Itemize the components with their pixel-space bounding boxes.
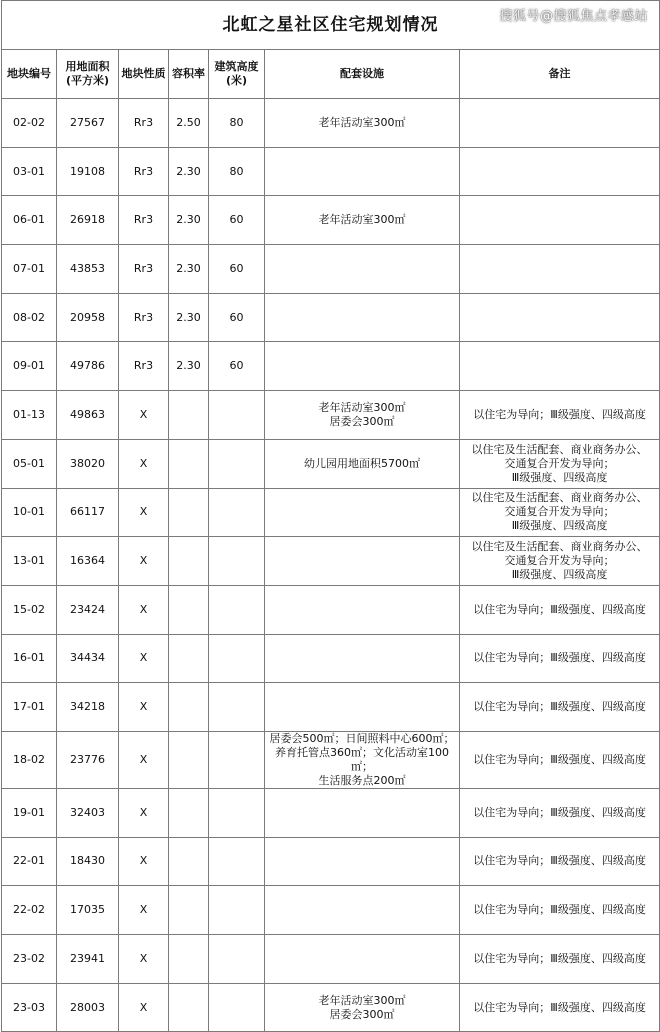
cell-building-height: 60 [209, 196, 265, 245]
cell-plot-type: X [119, 983, 169, 1032]
watermark: 搜狐号@搜狐焦点孝感站 [499, 9, 648, 24]
cell-facilities [265, 293, 460, 342]
table-row [2, 488, 660, 537]
cell-far [169, 585, 209, 634]
cell-building-height [209, 731, 265, 788]
cell-building-height [209, 391, 265, 440]
table-row [2, 439, 660, 488]
cell-land-area: 28003 [57, 983, 119, 1032]
cell-building-height [209, 837, 265, 886]
cell-building-height [209, 935, 265, 984]
table-row [2, 788, 660, 837]
cell-far: 2.30 [169, 245, 209, 294]
cell-notes [460, 99, 660, 148]
cell-far [169, 634, 209, 683]
table-row [2, 537, 660, 586]
cell-plot-id: 18-02 [2, 731, 57, 788]
cell-land-area: 26918 [57, 196, 119, 245]
cell-building-height: 60 [209, 342, 265, 391]
cell-facilities: 幼儿园用地面积5700㎡ [265, 439, 460, 488]
cell-facilities [265, 683, 460, 732]
cell-land-area: 23776 [57, 731, 119, 788]
table-row [2, 245, 660, 294]
cell-plot-type: Rr3 [119, 147, 169, 196]
page-title: 北虹之星社区住宅规划情况 [2, 1, 660, 50]
cell-facilities [265, 342, 460, 391]
cell-far: 2.50 [169, 99, 209, 148]
cell-plot-id: 15-02 [2, 585, 57, 634]
cell-building-height [209, 788, 265, 837]
cell-land-area: 38020 [57, 439, 119, 488]
cell-plot-id: 08-02 [2, 293, 57, 342]
cell-plot-type: X [119, 585, 169, 634]
cell-land-area: 23424 [57, 585, 119, 634]
table-row [2, 147, 660, 196]
table-header-row [2, 50, 660, 99]
cell-building-height [209, 585, 265, 634]
cell-building-height [209, 683, 265, 732]
cell-plot-id: 01-13 [2, 391, 57, 440]
cell-land-area: 34434 [57, 634, 119, 683]
cell-far: 2.30 [169, 147, 209, 196]
table-row [2, 634, 660, 683]
cell-land-area: 16364 [57, 537, 119, 586]
table-row [2, 837, 660, 886]
cell-land-area: 32403 [57, 788, 119, 837]
cell-land-area: 18430 [57, 837, 119, 886]
cell-plot-id: 16-01 [2, 634, 57, 683]
header-plot-id: 地块编号 [2, 50, 57, 99]
cell-plot-type: X [119, 788, 169, 837]
cell-notes: 以住宅及生活配套、商业商务办公、 交通复合开发为导向； Ⅲ级强度、四级高度 [460, 488, 660, 537]
table-row [2, 99, 660, 148]
cell-notes: 以住宅及生活配套、商业商务办公、 交通复合开发为导向； Ⅲ级强度、四级高度 [460, 537, 660, 586]
cell-facilities: 老年活动室300㎡ [265, 196, 460, 245]
cell-facilities [265, 837, 460, 886]
cell-notes: 以住宅为导向；Ⅲ级强度、四级高度 [460, 788, 660, 837]
cell-far [169, 788, 209, 837]
cell-land-area: 34218 [57, 683, 119, 732]
cell-plot-type: X [119, 731, 169, 788]
cell-plot-id: 07-01 [2, 245, 57, 294]
cell-facilities [265, 788, 460, 837]
cell-building-height [209, 439, 265, 488]
cell-land-area: 23941 [57, 935, 119, 984]
cell-notes: 以住宅为导向；Ⅲ级强度、四级高度 [460, 391, 660, 440]
cell-plot-id: 10-01 [2, 488, 57, 537]
cell-building-height [209, 537, 265, 586]
cell-notes [460, 147, 660, 196]
cell-far [169, 837, 209, 886]
cell-land-area: 17035 [57, 886, 119, 935]
cell-notes: 以住宅为导向；Ⅲ级强度、四级高度 [460, 683, 660, 732]
cell-land-area: 19108 [57, 147, 119, 196]
cell-land-area: 49786 [57, 342, 119, 391]
cell-building-height: 60 [209, 293, 265, 342]
cell-land-area: 27567 [57, 99, 119, 148]
cell-facilities [265, 634, 460, 683]
cell-far [169, 488, 209, 537]
cell-facilities [265, 886, 460, 935]
header-notes: 备注 [460, 50, 660, 99]
cell-facilities [265, 245, 460, 294]
cell-notes [460, 293, 660, 342]
cell-plot-type: X [119, 935, 169, 984]
cell-plot-type: X [119, 439, 169, 488]
cell-building-height [209, 983, 265, 1032]
cell-plot-type: X [119, 886, 169, 935]
cell-far [169, 983, 209, 1032]
cell-plot-id: 19-01 [2, 788, 57, 837]
cell-plot-id: 06-01 [2, 196, 57, 245]
cell-notes: 以住宅为导向；Ⅲ级强度、四级高度 [460, 983, 660, 1032]
cell-facilities [265, 488, 460, 537]
cell-notes: 以住宅为导向；Ⅲ级强度、四级高度 [460, 731, 660, 788]
cell-plot-id: 23-02 [2, 935, 57, 984]
header-land-area: 用地面积 (平方米) [57, 50, 119, 99]
cell-far: 2.30 [169, 342, 209, 391]
header-facilities: 配套设施 [265, 50, 460, 99]
cell-plot-type: Rr3 [119, 342, 169, 391]
cell-building-height: 80 [209, 99, 265, 148]
cell-far [169, 886, 209, 935]
cell-plot-type: X [119, 683, 169, 732]
cell-facilities [265, 147, 460, 196]
table-row [2, 342, 660, 391]
cell-far [169, 537, 209, 586]
cell-notes [460, 196, 660, 245]
cell-notes: 以住宅为导向；Ⅲ级强度、四级高度 [460, 634, 660, 683]
table-row [2, 731, 660, 788]
cell-facilities [265, 935, 460, 984]
cell-notes [460, 245, 660, 294]
cell-land-area: 49863 [57, 391, 119, 440]
cell-building-height: 60 [209, 245, 265, 294]
cell-plot-id: 23-03 [2, 983, 57, 1032]
cell-far [169, 439, 209, 488]
cell-plot-id: 05-01 [2, 439, 57, 488]
cell-plot-id: 02-02 [2, 99, 57, 148]
cell-notes: 以住宅为导向；Ⅲ级强度、四级高度 [460, 585, 660, 634]
cell-building-height: 80 [209, 147, 265, 196]
cell-facilities: 老年活动室300㎡ 居委会300㎡ [265, 983, 460, 1032]
cell-facilities [265, 537, 460, 586]
cell-far [169, 391, 209, 440]
cell-plot-type: X [119, 488, 169, 537]
cell-far [169, 731, 209, 788]
cell-building-height [209, 886, 265, 935]
cell-notes: 以住宅为导向；Ⅲ级强度、四级高度 [460, 886, 660, 935]
cell-building-height [209, 634, 265, 683]
cell-facilities: 老年活动室300㎡ 居委会300㎡ [265, 391, 460, 440]
cell-plot-id: 03-01 [2, 147, 57, 196]
table-row [2, 935, 660, 984]
cell-plot-type: Rr3 [119, 99, 169, 148]
cell-land-area: 43853 [57, 245, 119, 294]
header-plot-type: 地块性质 [119, 50, 169, 99]
cell-plot-id: 17-01 [2, 683, 57, 732]
cell-facilities: 居委会500㎡；日间照料中心600㎡； 养育托管点360㎡；文化活动室100㎡； 生活服务点200㎡ [265, 731, 460, 788]
cell-building-height [209, 488, 265, 537]
cell-far: 2.30 [169, 196, 209, 245]
cell-notes: 以住宅为导向；Ⅲ级强度、四级高度 [460, 837, 660, 886]
cell-notes: 以住宅及生活配套、商业商务办公、 交通复合开发为导向； Ⅲ级强度、四级高度 [460, 439, 660, 488]
cell-plot-id: 09-01 [2, 342, 57, 391]
cell-land-area: 66117 [57, 488, 119, 537]
cell-land-area: 20958 [57, 293, 119, 342]
cell-plot-type: X [119, 837, 169, 886]
cell-far [169, 683, 209, 732]
cell-plot-type: X [119, 537, 169, 586]
cell-plot-id: 13-01 [2, 537, 57, 586]
table-row [2, 585, 660, 634]
planning-table [1, 0, 660, 1032]
cell-plot-type: X [119, 634, 169, 683]
cell-plot-type: Rr3 [119, 293, 169, 342]
table-row [2, 293, 660, 342]
cell-far [169, 935, 209, 984]
cell-plot-type: Rr3 [119, 245, 169, 294]
table-row [2, 683, 660, 732]
header-building-height: 建筑高度 (米) [209, 50, 265, 99]
header-far: 容积率 [169, 50, 209, 99]
cell-facilities: 老年活动室300㎡ [265, 99, 460, 148]
table-row [2, 886, 660, 935]
cell-plot-type: X [119, 391, 169, 440]
cell-notes: 以住宅为导向；Ⅲ级强度、四级高度 [460, 935, 660, 984]
cell-plot-id: 22-01 [2, 837, 57, 886]
cell-plot-id: 22-02 [2, 886, 57, 935]
cell-plot-type: Rr3 [119, 196, 169, 245]
table-row [2, 196, 660, 245]
cell-far: 2.30 [169, 293, 209, 342]
table-row [2, 391, 660, 440]
cell-facilities [265, 585, 460, 634]
cell-notes [460, 342, 660, 391]
table-row [2, 983, 660, 1032]
